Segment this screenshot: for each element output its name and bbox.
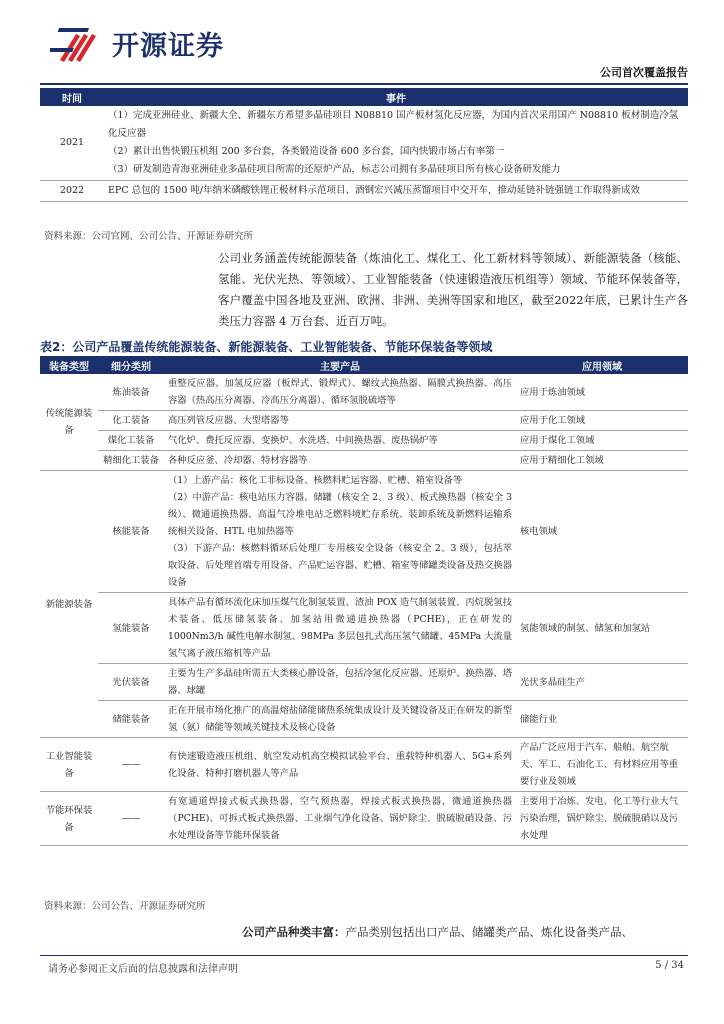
year-cell: 2021 [40,106,104,181]
closing-paragraph [242,924,633,940]
application-cell: 应用于炼油领域 [516,374,688,411]
table-row [40,374,688,411]
application-cell: 应用于煤化工领域 [516,431,688,451]
event-cell [104,181,688,202]
event-cell [104,106,688,181]
table-header-row [40,88,688,106]
products-cell: 重整反应器、加氢反应器（板焊式、锻焊式）、螺纹式换热器、隔膜式换热器、高压容器（热高压分离器、冷高压分离器）、循环氢脱硫塔等 [164,374,516,411]
product-table [40,356,688,846]
table-row [40,106,688,181]
table-row [40,664,688,701]
application-cell: 应用于精细化工领域 [516,451,688,471]
subcategory-cell: 化工装备 [98,411,164,431]
products-cell: 气化炉、费托反应器、变换炉、水洗塔、中间换热器、废热锅炉等 [164,431,516,451]
event-item: EPC 总包的 1500 吨/年纳米磷酸铁锂正极材料示范项目、酒钢宏兴减压蒸馏项目中交开车，推动延链补链强链工作取得新成效 [108,185,641,196]
table2-title: 表2：公司产品覆盖传统能源装备、新能源装备、工业智能装备、节能环保装备等领域 [40,340,493,354]
subcategory-cell: 储能装备 [98,701,164,738]
closing-lead: 公司产品种类丰富： [242,925,346,939]
milestone-table [40,88,688,202]
footer-disclaimer: 请务必参阅正文后面的信息披露和法律声明 [48,964,238,975]
equipment-type-cell: 节能环保装备 [40,792,98,846]
event-item: （3）研发制造青海亚洲硅业多晶硅项目所需的还原炉产品，标志公司拥有多晶硅项目所有核心设备研发能力 [108,164,561,175]
table-row [40,411,688,431]
products-cell: 高压列管反应器、大型塔器等 [164,411,516,431]
column-header-application: 应用领域 [516,356,688,374]
logo-text: 开源证券 [112,30,224,62]
subcategory-cell: 氢能装备 [98,593,164,664]
product-item: （1）上游产品：核化工非标设备、核燃料贮运容器、贮槽、箱室设备等 [168,475,463,486]
event-item: （2）累计出售快锻压机组 200 多台套，各类锻造设备 600 多台套，国内快锻市场占有率第一 [108,146,505,157]
table-row [40,431,688,451]
equipment-type-cell: 工业智能装备 [40,738,98,792]
products-cell: 有快速锻造液压机组、航空发动机高空模拟试验平台、重载特种机器人、5G+系列化设备、特种打磨机器人等产品 [164,738,516,792]
products-cell [164,471,516,593]
company-logo [50,20,224,66]
subcategory-cell: 炼油装备 [98,374,164,411]
subcategory-cell: —— [98,738,164,792]
closing-text: 产品类别包括出口产品、储罐类产品、炼化设备类产品、 [345,925,633,939]
table-row [40,471,688,593]
table-row [40,451,688,471]
application-cell: 核电领域 [516,471,688,593]
products-cell: 各种反应釜、冷却器、特材容器等 [164,451,516,471]
table-row [40,181,688,202]
equipment-type-cell: 新能源装备 [40,471,98,738]
business-paragraph: 公司业务涵盖传统能源装备（炼油化工、煤化工、化工新材料等领域）、新能源装备（核能、氢能、光伏光热、等领域）、工业智能装备（快速锻造液压机组等）领域、节能环保装备等，客户覆盖中国各地及亚洲、欧洲、非洲、美洲等国家和地区，截至2022年底，已累计生产各类压力容器 4 万台套、近百万吨。 [218,251,688,328]
table-header-row [40,356,688,374]
subcategory-cell: 精细化工装备 [98,451,164,471]
products-cell: 具体产品有循环流化床加压煤气化制氢装置、渣油 POX 造气制氢装置、丙烷脱氢技术装备、低压储氢装备、加氢站用微通道换热器（PCHE)，正在研发的 1000Nm3/h 碱性电解水制氢、98MPa 多层包扎式高压氢气储罐、45MPa 大流量氢气离子液压缩机等产品 [164,593,516,664]
table2-source: 资料来源：公司公告、开源证券研究所 [44,901,206,912]
application-cell: 主要用于冶炼、发电、化工等行业大气污染治理，锅炉除尘、脱硫脱硝以及污水处理 [516,792,688,846]
column-header-year: 时间 [40,88,104,106]
subcategory-cell: —— [98,792,164,846]
subcategory-cell: 核能装备 [98,471,164,593]
application-cell: 储能行业 [516,701,688,738]
table1-source: 资料来源：公司官网、公司公告、开源证券研究所 [44,231,254,242]
page-header [50,14,690,79]
table-row [40,792,688,846]
equipment-type-cell: 传统能源装备 [40,374,98,471]
product-item: （2）中游产品：核电站压力容器、储罐（核安全 2、3 级）、板式换热器（核安全 3 级）、微通道换热器、高温气冷堆电站乏燃料境贮存系统、装卸系统及新燃料运输系统相关设备、HTL 电加热器等 [168,492,512,537]
column-header-type: 装备类型 [40,356,98,374]
column-header-event: 事件 [104,88,688,106]
application-cell: 光伏多晶硅生产 [516,664,688,701]
page-number: 5 / 34 [655,960,684,971]
table-row [40,738,688,792]
year-cell: 2022 [40,181,104,202]
event-item: （1）完成亚洲硅业、新疆大全、新疆东方希望多晶硅项目 N08810 国产板材氢化反应器，为国内首次采用国产 N08810 板材制造冷氢化反应器 [108,110,679,139]
table-row [40,701,688,738]
footer-rule [40,955,688,956]
application-cell: 应用于化工领域 [516,411,688,431]
product-item: （3）下游产品：核燃料循环后处理厂专用核安全设备（核安全 2、3 级），包括萃取设备、后处理首端专用设备、产品贮运容器、贮槽、箱室等储罐类设备及热交换器设备 [168,543,512,588]
header-rule [40,83,688,85]
products-cell: 主要为生产多晶硅所需五大类核心静设备，包括冷氢化反应器、还原炉、换热器、塔器、球罐 [164,664,516,701]
products-cell: 正在开展市场化推广的高温熔盐储能储热系统集成设计及关键设备及正在研发的新型氢（氨）储能等领域关键技术及核心设备 [164,701,516,738]
report-type-label: 公司首次覆盖报告 [600,66,688,79]
kaiyuan-logo-icon [50,20,108,66]
column-header-products: 主要产品 [164,356,516,374]
subcategory-cell: 光伏装备 [98,664,164,701]
table-row [40,593,688,664]
products-cell: 有宽通道焊接式板式换热器，空气预热器，焊接式板式换热器，微通道换热器（PCHE)、可拆式板式换热器、工业烟气净化设备、锅炉除尘、脱硫脱硝设备、污水处理设备等节能环保装备 [164,792,516,846]
application-cell: 产品广泛应用于汽车、船舶、航空航天、军工、石油化工、有材料应用等重要行业及领域 [516,738,688,792]
column-header-subcategory: 细分类别 [98,356,164,374]
application-cell: 氢能领域的制氢、储氢和加氢站 [516,593,688,664]
subcategory-cell: 煤化工装备 [98,431,164,451]
